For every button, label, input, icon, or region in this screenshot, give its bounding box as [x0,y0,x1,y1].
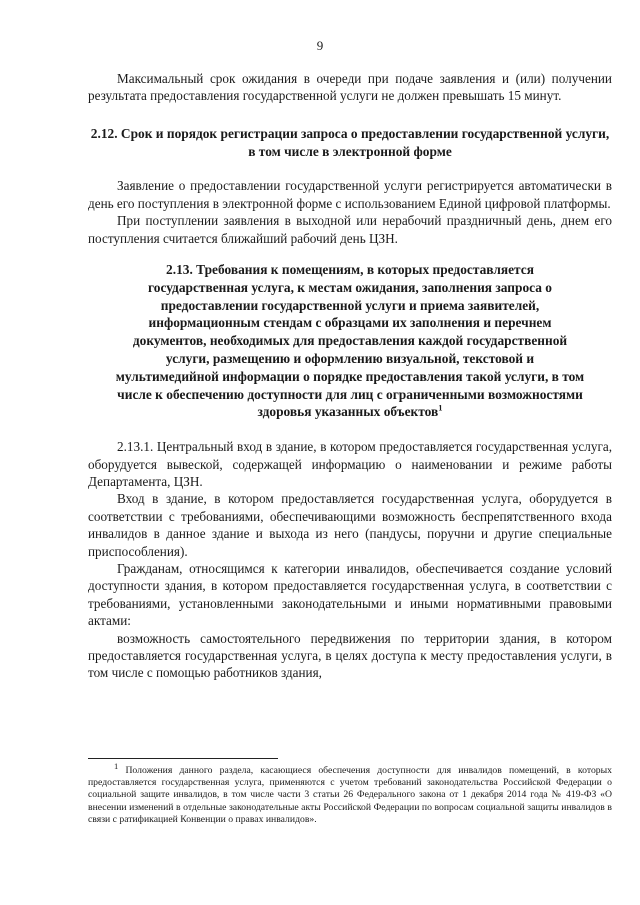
page-number: 9 [316,38,324,53]
section-heading-2-13-text: 2.13. Требования к помещениям, в которых предоставляется государственная услуга, к местам ожидания, заполнения запроса о предоставлении государственной услуги и приема заявителей, информационным стендам с образцами их заполнения и перечнем документов, необходимых для предоставления каждой государственной услуги, размещению и оформлению визуальной, текстовой и мультимедийной информации о порядке предоставления такой услуги, в том числе к обеспечению доступности для лиц с ограниченными возможностями здоровья указанных объектов [115,262,585,420]
paragraph-registration: Заявление о предоставлении государственной услуги регистрируется автоматически в день его поступления в электронной форме с использованием Единой цифровой платформы. [88,178,612,211]
paragraph-2-13-1: 2.13.1. Центральный вход в здание, в котором предоставляется государственная услуга, оборудуется вывеской, содержащей информацию о наименовании и режиме работы Департамента, ЦЗН. [88,439,612,490]
section-heading-2-13 [115,261,585,421]
paragraph-accessibility: Гражданам, относящимся к категории инвалидов, обеспечивается создание условий доступности здания, в котором предоставляется государственная услуга, в соответствии с требованиями, установленными законодательными и иными нормативными правовыми актами: [88,561,612,629]
footnote-text: Положения данного раздела, касающиеся обеспечения доступности для инвалидов помещений, в которых предоставляется государственная услуга, применяются с учетом требований законодательства Российской Федерации о социальной защите инвалидов, в том числе части 3 статьи 26 Федерального закона от 1 декабря 2014 года № 419-ФЗ «О внесении изменений в отдельные законодательные акты Российской Федерации по вопросам социальной защиты инвалидов в связи с ратификацией Конвенции о правах инвалидов». [88,765,613,825]
paragraph-movement: возможность самостоятельного передвижения по территории здания, в котором предоставляется государственная услуга, в целях доступа к месту предоставления услуги, в том числе с помощью работников здания, [88,630,612,681]
paragraph-entrance: Вход в здание, в котором предоставляется государственная услуга, оборудуется в соответствии с требованиями, обеспечивающими возможность беспрепятственного входа инвалидов в данное здание и выхода из него (пандусы, поручни и другие специальные приспособления). [88,491,612,559]
paragraph-waiting-time: Максимальный срок ожидания в очереди при подаче заявления и (или) получении результата предоставления государственной услуги не должен превышать 15 минут. [88,71,612,104]
footnote-mark: 1 [114,760,119,771]
paragraph-holiday: При поступлении заявления в выходной или нерабочий праздничный день, днем его поступления считается ближайший рабочий день ЦЗН. [88,213,612,246]
page-body [88,70,612,682]
footnote-divider [88,758,278,759]
section-heading-2-12: 2.12. Срок и порядок регистрации запроса о предоставлении государственной услуги, в том числе в электронной форме [90,125,610,159]
footnote-reference: 1 [438,402,443,413]
footnote [88,760,613,826]
